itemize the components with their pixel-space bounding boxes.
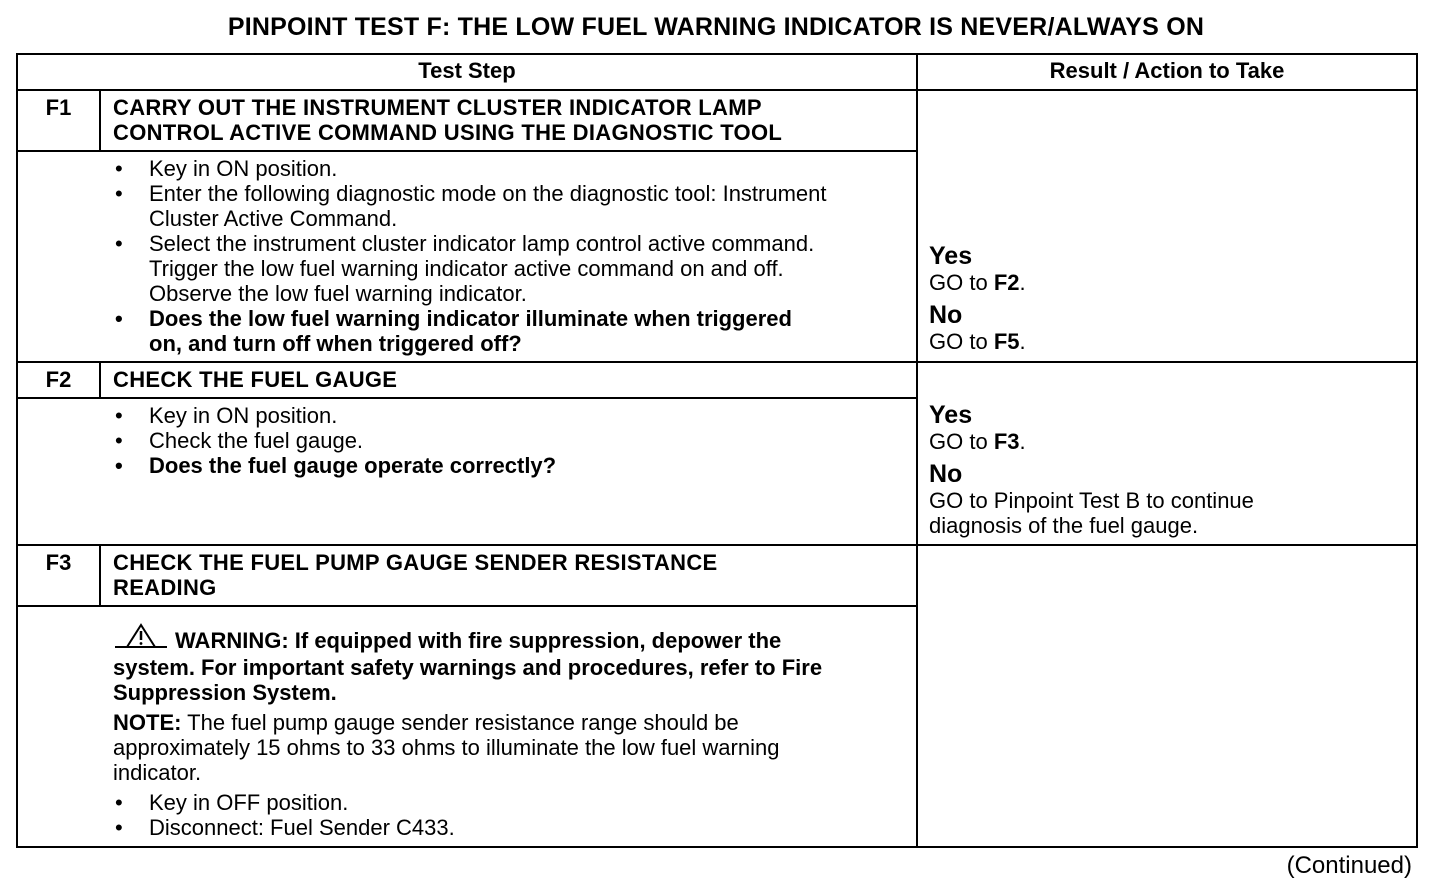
f2-yes-target-link[interactable]: F3 (993, 429, 1020, 454)
f1-title-line1: CARRY OUT THE INSTRUMENT CLUSTER INDICATOR LAMP (113, 95, 762, 120)
header-test-step: Test Step (418, 58, 516, 83)
f1-bullet-3: • Select the instrument cluster indicator lamp control active command. Trigger the low fuel warning indicator active command on and off. Observe the low fuel warning indicator. (113, 231, 843, 306)
f3-title-divider (16, 605, 918, 607)
f1-result (929, 242, 1409, 354)
f3-warning (113, 620, 858, 705)
f1-step-id: F1 (45, 95, 72, 120)
f1-no-target-link[interactable]: F5 (993, 329, 1020, 354)
f2-row-divider (16, 544, 1418, 546)
f2-bullet-3-question: • Does the fuel gauge operate correctly? (113, 453, 893, 478)
f1-bullet-4-question: • Does the low fuel warning indicator illuminate when triggered on, and turn off when triggered off? (113, 306, 843, 356)
f2-bullet-1: • Key in ON position. (113, 403, 893, 428)
table-border-top (16, 53, 1418, 55)
f1-title-divider (16, 150, 918, 152)
f3-bullet-2: • Disconnect: Fuel Sender C433. (113, 815, 858, 840)
header-result: Result / Action to Take (1049, 58, 1285, 83)
f1-yes-action: GO to F2. (929, 270, 1026, 295)
f1-no-go: GO to (929, 329, 988, 354)
warning-triangle-icon (113, 620, 169, 655)
f2-step-id: F2 (45, 367, 72, 392)
f2-step-body (113, 403, 893, 478)
f3-note-text: The fuel pump gauge sender resistance range should be approximately 15 ohms to 33 ohms to illuminate the low fuel warning indicator. (113, 710, 780, 785)
f2-no-label: No (929, 460, 963, 488)
f3-step-body (113, 620, 858, 840)
f1-title-line2: CONTROL ACTIVE COMMAND USING THE DIAGNOSTIC TOOL (113, 120, 783, 145)
f1-no-label: No (929, 301, 963, 329)
header-divider (16, 89, 1418, 91)
f1-bullet-2: • Enter the following diagnostic mode on the diagnostic tool: Instrument Cluster Active Command. (113, 181, 843, 231)
f3-bullet-1: • Key in OFF position. (113, 790, 858, 815)
f3-step-id: F3 (45, 550, 72, 575)
f2-step-title: CHECK THE FUEL GAUGE (113, 367, 398, 392)
f3-id-divider (99, 544, 101, 606)
f2-result (929, 401, 1329, 538)
table-border-right (1416, 53, 1418, 848)
f1-yes-label: Yes (929, 242, 973, 270)
f1-yes-go: GO to (929, 270, 988, 295)
table-border-left (16, 53, 18, 848)
f2-yes-label: Yes (929, 401, 973, 429)
f1-yes-target-link[interactable]: F2 (993, 270, 1020, 295)
f2-title-divider (16, 397, 918, 399)
f2-id-divider (99, 361, 101, 398)
f3-note (113, 710, 858, 785)
f1-row-divider (16, 361, 1418, 363)
f3-step-title (113, 550, 913, 600)
column-divider (916, 53, 918, 848)
f1-step-body (113, 156, 843, 356)
f2-yes-action: GO to F3. (929, 429, 1026, 454)
f3-title-line2: READING (113, 575, 217, 600)
f2-yes-go: GO to (929, 429, 988, 454)
continued-label: (Continued) (1286, 852, 1412, 879)
page-title: PINPOINT TEST F: THE LOW FUEL WARNING INDICATOR IS NEVER/ALWAYS ON (227, 13, 1205, 41)
f3-warning-text: WARNING: If equipped with fire suppression, depower the system. For important safety warnings and procedures, refer to Fire Suppression System. (113, 628, 823, 705)
f1-bullet-1: • Key in ON position. (113, 156, 843, 181)
f1-no-action: GO to F5. (929, 329, 1026, 354)
f1-step-title (113, 95, 913, 145)
f2-no-action: GO to Pinpoint Test B to continue diagnosis of the fuel gauge. (929, 488, 1254, 538)
f2-bullet-2: • Check the fuel gauge. (113, 428, 893, 453)
table-border-bottom (16, 846, 1418, 848)
f1-id-divider (99, 89, 101, 151)
f3-title-line1: CHECK THE FUEL PUMP GAUGE SENDER RESISTANCE (113, 550, 718, 575)
f3-note-label: NOTE: (113, 710, 182, 735)
